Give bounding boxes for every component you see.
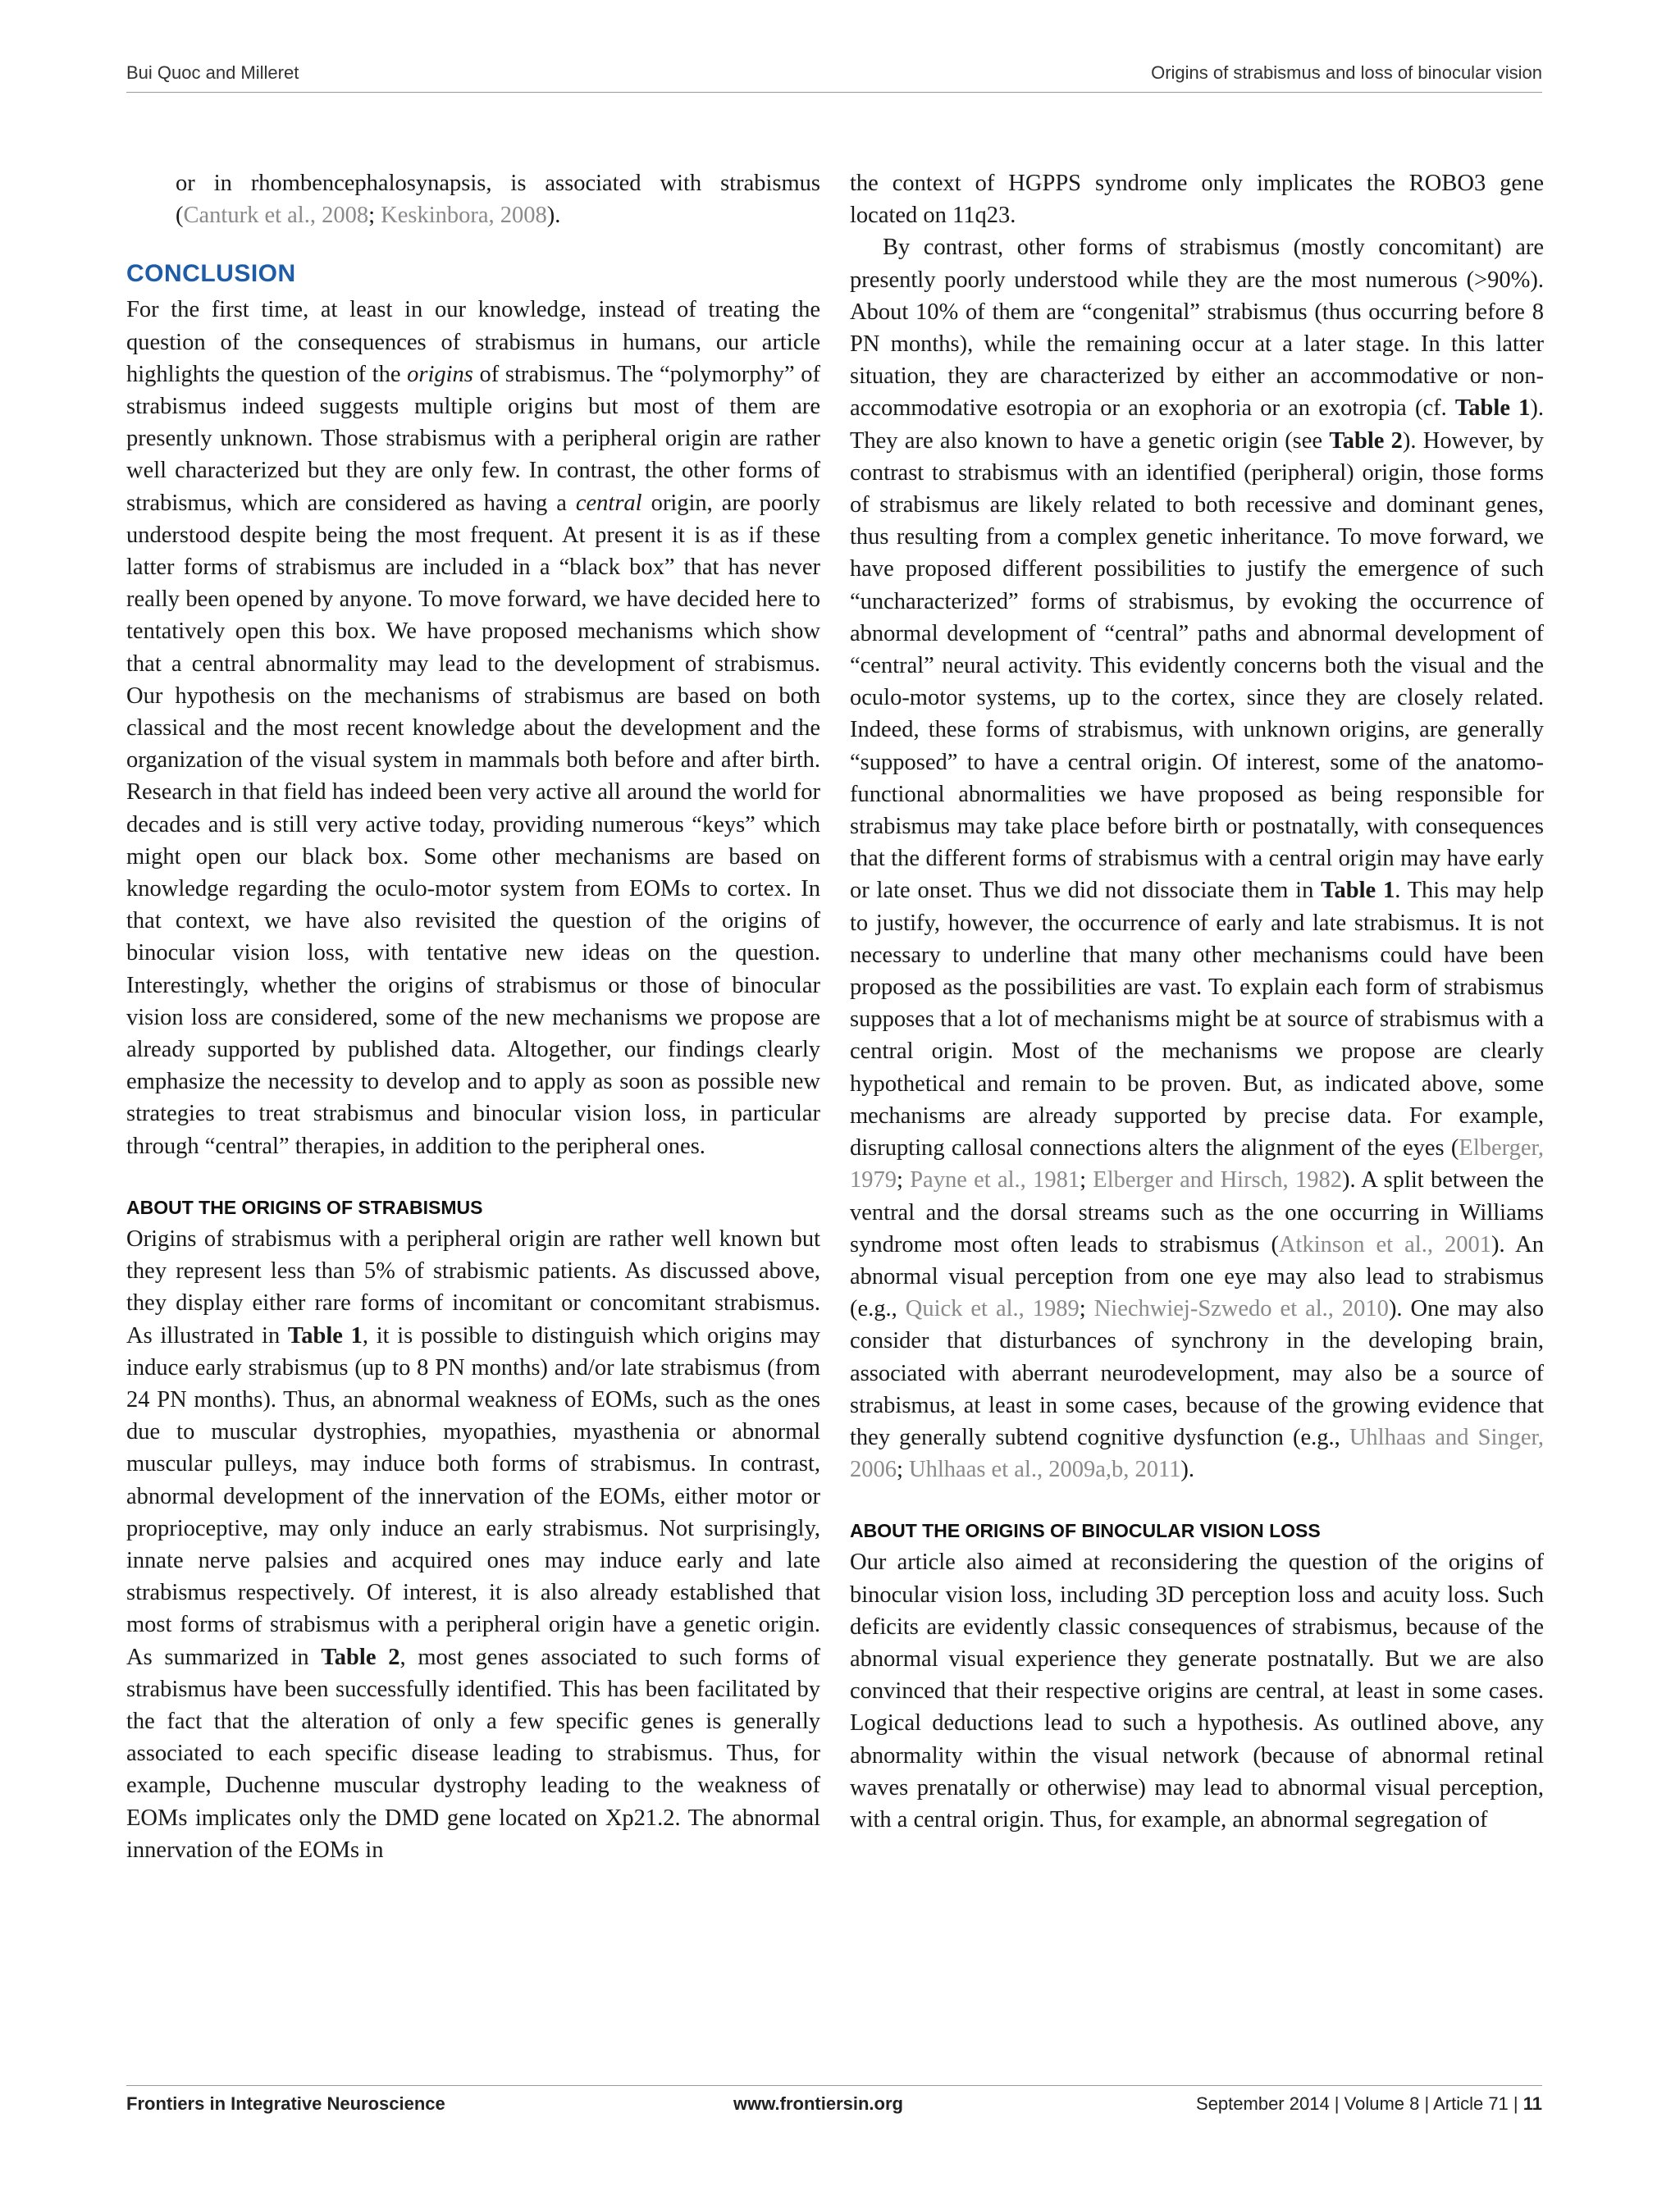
section-heading-conclusion: CONCLUSION xyxy=(126,260,296,288)
citation-link[interactable]: Uhlhaas and Singer, 2006 xyxy=(850,1424,1545,1483)
strabismus-origins-paragraph: Origins of strabismus with a peripheral origin are rather well known but they represent less than 5% of strabismic patients. As discussed above, they display either rare forms of incomitant or concomitant strabismus. As illustrated in Table 1, it is possible to distinguish which origins may induce early strabismus (up to 8 PN months) and/or late strabismus (from 24 PN months). Thus, an abnormal weakness of EOMs, such as the ones due to muscular dystrophies, myopathies, myasthenia or abnormal muscular pulleys, may induce both forms of strabismus. In contrast, abnormal development of the innervation of the EOMs, either motor or proprioceptive, may only induce an early strabismus. Not surprisingly, innate nerve palsies and acquired ones may induce early and late strabismus respectively. Of interest, it is also already established that most forms of strabismus with a peripheral origin have a genetic origin. As summarized in Table 2, most genes associated to such forms of strabismus have been successfully identified. This has been facilitated by the fact that the alteration of only a few specific genes is generally associated to each specific disease leading to strabismus. Thus, for example, Duchenne muscular dystrophy leading to the weakness of EOMs implicates only the DMD gene located on Xp21.2. The abnormal innervation of the EOMs in xyxy=(126,1226,820,1863)
binocular-loss-paragraph: Our article also aimed at reconsidering the question of the origins of binocular vision loss, including 3D perception loss and acuity loss. Such deficits are evidently classic consequences of strabismus, because of the abnormal visual experience they generate postnatally. But we are also convinced that their respective origins are central, at least in some cases. Logical deductions lead to such a hypothesis. As outlined above, any abnormality within the visual network (because of abnormal retinal waves prenatally or otherwise) may lead to abnormal visual perception, with a central origin. Thus, for example, an abnormal segregation of xyxy=(850,1550,1544,1833)
central-origin-paragraph: By contrast, other forms of strabismus (mostly concomitant) are presently poorly understood while they are the most numerous (>90%). About 10% of them are “congenital” strabismus (thus occurring before 8 PN months), while the remaining occur at a later stage. In this latter situation, they are characterized by either an accommodative or non-accommodative esotropia or an exophoria or an exotropia (cf. Table 1). They are also known to have a genetic origin (see Table 2). However, by contrast to strabismus with an identified (peripheral) origin, those forms of strabismus are likely related to both recessive and dominant genes, thus resulting from a complex genetic inheritance. To move forward, we have proposed different possibilities to justify the emergence of such “uncharacterized” forms of strabismus, by evoking the occurrence of abnormal development of “central” paths and abnormal development of “central” neural activity. This evidently concerns both the visual and the oculo-motor systems, up to the cortex, since they are closely related. Indeed, these forms of strabismus, with unknown origins, are generally “supposed” to have a central origin. Of interest, some of the anatomo-functional abnormalities we have proposed as being responsible for strabismus may take place before birth or postnatally, with consequences that the different forms of strabismus with a central origin may have early or late onset. Thus we did not dissociate them in Table 1. This may help to justify, however, the occurrence of early and late strabismus. It is not necessary to underline that many other mechanisms could have been proposed as the possibilities are vast. To explain each form of strabismus supposes that a lot of mechanisms might be at source of strabismus with a central origin. Most of the mechanisms we propose are clearly hypothetical and remain to be proven. But, as indicated above, some mechanisms are already supported by precise data. For example, disrupting callosal connections alters the alignment of the eyes (Elberger, 1979; Payne et al., 1981; Elberger and Hirsch, 1982). A split between the ventral and the dorsal streams such as the one occurring in Williams syndrome most often leads to strabismus (Atkinson et al., 2001). An abnormal visual perception from one eye may also lead to strabismus (e.g., Quick et al., 1989; Niechwiej-Szwedo et al., 2010). One may also consider that disturbances of synchrony in the developing brain, associated with aberrant neurodevelopment, may also be a source of strabismus, at least in some cases, because of the growing evidence that they generally subtend cognitive dysfunction (e.g., Uhlhaas and Singer, 2006; Uhlhaas et al., 2009a,b, 2011). xyxy=(850,235,1545,1483)
page-number: 11 xyxy=(1522,2093,1542,2114)
citation-link[interactable]: Atkinson et al., 2001 xyxy=(1278,1231,1492,1257)
citation-link[interactable]: Keskinbora, 2008 xyxy=(381,203,547,229)
footer-issue: September 2014 | Volume 8 | Article 71 | 11 xyxy=(1196,2093,1542,2114)
table-reference[interactable]: Table 2 xyxy=(321,1644,400,1670)
page-footer xyxy=(126,2093,1542,2120)
table-reference[interactable]: Table 2 xyxy=(1329,427,1403,454)
left-column xyxy=(126,167,820,1866)
citation-link[interactable]: Elberger and Hirsch, 1982 xyxy=(1093,1167,1342,1194)
footer-divider xyxy=(126,2085,1542,2086)
subsection-heading-strabismus: ABOUT THE ORIGINS OF STRABISMUS xyxy=(126,1196,483,1218)
continued-paragraph: the context of HGPPS syndrome only implicates the ROBO3 gene located on 11q23. xyxy=(850,171,1544,229)
citation-link[interactable]: Elberger, 1979 xyxy=(850,1135,1544,1194)
table-reference[interactable]: Table 1 xyxy=(1454,395,1531,422)
citation-link[interactable]: Payne et al., 1981 xyxy=(910,1167,1080,1194)
citation-link[interactable]: Canturk et al., 2008 xyxy=(183,203,369,229)
footer-journal: Frontiers in Integrative Neuroscience xyxy=(126,2093,445,2114)
running-header xyxy=(126,62,1542,87)
citation-link[interactable]: Niechwiej-Szwedo et al., 2010 xyxy=(1093,1296,1389,1322)
subsection-heading-binocular: ABOUT THE ORIGINS OF BINOCULAR VISION LOSS xyxy=(850,1520,1321,1542)
conclusion-paragraph: For the first time, at least in our knowledge, instead of treating the question of the consequences of strabismus in humans, our article highlights the question of the origins of strabismus. The “polymorphy” of strabismus indeed suggests multiple origins but most of them are presently unknown. Those strabismus with a peripheral origin are rather well characterized but they are only few. In contrast, the other forms of strabismus, which are considered as having a central origin, are poorly understood despite being the most frequent. At present it is as if these latter forms of strabismus are included in a “black box” that has never really been opened by anyone. To move forward, we have decided here to tentatively open this box. We have proposed mechanisms which show that a central abnormality may lead to the development of strabismus. Our hypothesis on the mechanisms of strabismus are based on both classical and the most recent knowledge about the development and the organization of the visual system in mammals both before and after birth. Research in that field has indeed been very active all around the world for decades and is still very active today, providing numerous “keys” which might open our black box. Some other mechanisms are based on knowledge regarding the oculo-motor system from EOMs to cortex. In that context, we have also revisited the question of the origins of binocular vision loss, with tentative new ideas on the question. Interestingly, whether the origins of strabismus or those of binocular vision loss are considered, some of the new mechanisms we propose are already supported by published data. Altogether, our findings clearly emphasize the necessity to develop and to apply as soon as possible new strategies to treat strabismus and binocular vision loss, in particular through “central” therapies, in addition to the peripheral ones. xyxy=(126,297,821,1159)
header-divider xyxy=(126,92,1542,93)
citation-link[interactable]: Uhlhaas et al., 2009a,b, 2011 xyxy=(909,1457,1181,1483)
header-authors: Bui Quoc and Milleret xyxy=(126,62,299,83)
header-title: Origins of strabismus and loss of binocular vision xyxy=(1151,62,1542,83)
right-column xyxy=(850,167,1544,1836)
footer-website-link[interactable]: www.frontiersin.org xyxy=(733,2093,903,2114)
table-reference[interactable]: Table 1 xyxy=(1321,878,1395,904)
continued-paragraph: or in rhombencephalosynapsis, is associated with strabismus (Canturk et al., 2008; Keskinbora, 2008). xyxy=(176,171,820,229)
citation-link[interactable]: Quick et al., 1989 xyxy=(905,1296,1080,1322)
table-reference[interactable]: Table 1 xyxy=(287,1322,363,1349)
